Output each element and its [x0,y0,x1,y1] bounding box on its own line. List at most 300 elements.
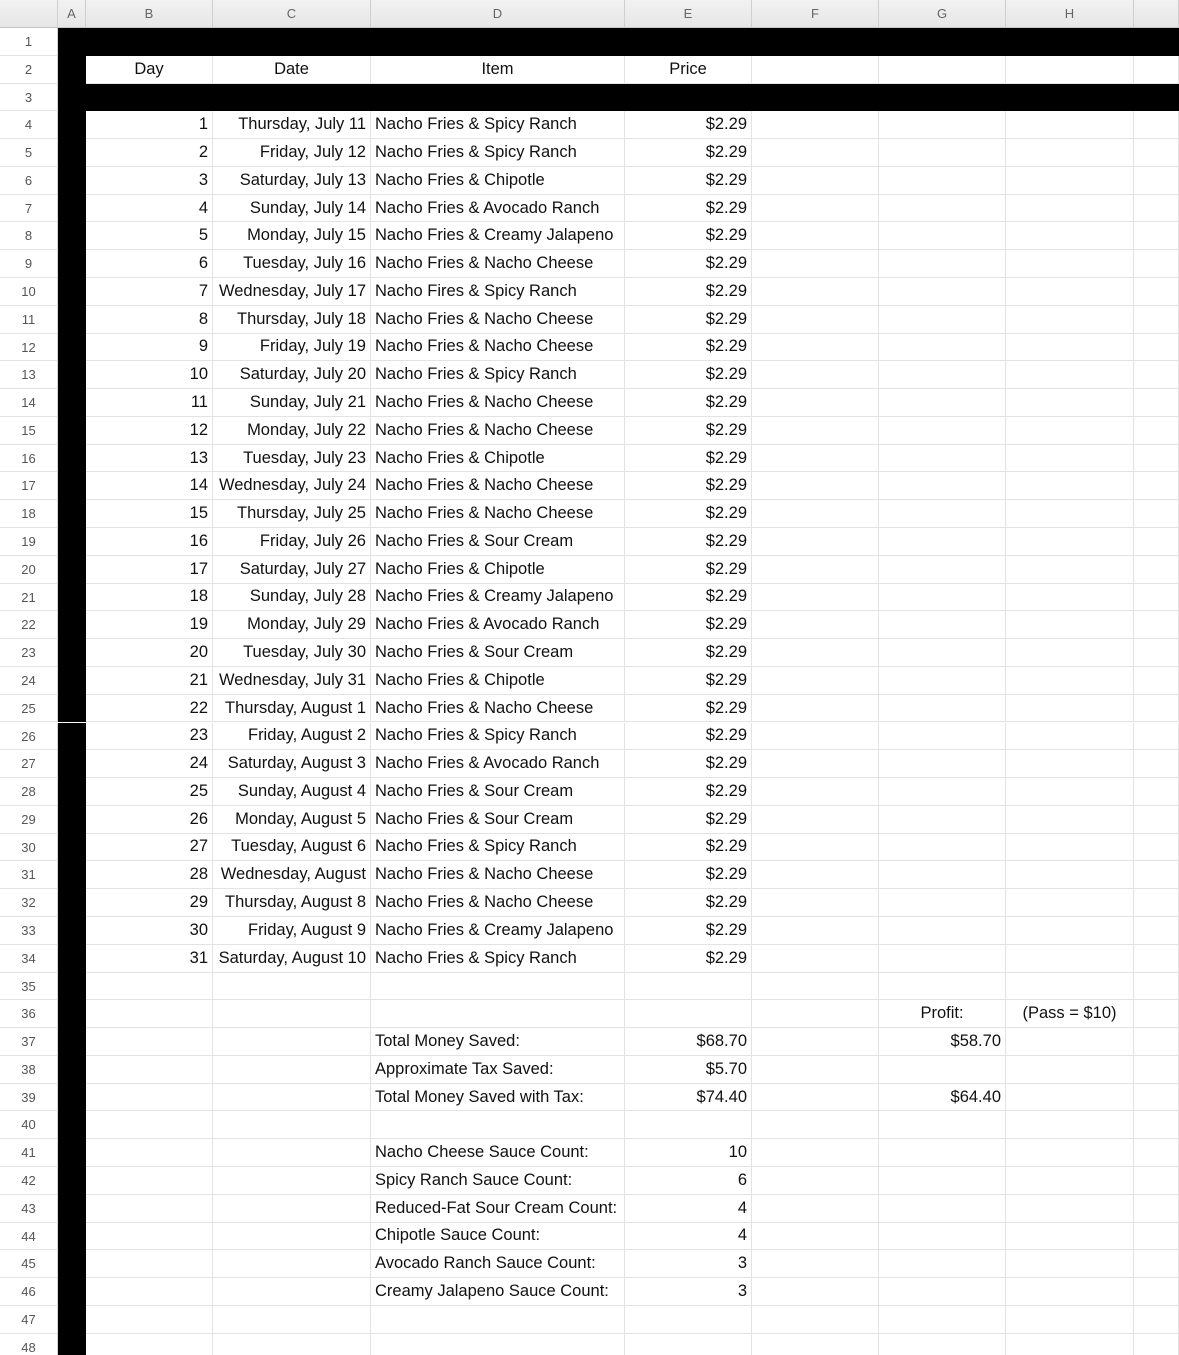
empty-cell[interactable] [1006,528,1134,556]
header-bar-cell[interactable] [213,84,371,112]
empty-cell[interactable] [879,167,1006,195]
item-cell[interactable]: Nacho Fries & Avocado Ranch [371,750,625,778]
date-cell[interactable]: Friday, August 9 [213,917,371,945]
row-header[interactable]: 41 [0,1139,58,1167]
column-header-a[interactable]: A [58,0,86,28]
empty-cell[interactable] [752,1167,879,1195]
column-header-f[interactable]: F [752,0,879,28]
empty-cell[interactable] [625,1000,752,1028]
sauce-count-value[interactable]: 4 [625,1195,752,1223]
item-cell[interactable]: Nacho Fries & Nacho Cheese [371,250,625,278]
row-header[interactable]: 22 [0,611,58,639]
empty-cell[interactable] [1006,1084,1134,1112]
row-header[interactable]: 16 [0,445,58,473]
empty-cell[interactable] [752,584,879,612]
empty-cell[interactable] [1006,973,1134,1001]
row-header[interactable]: 29 [0,806,58,834]
empty-cell[interactable] [86,1223,213,1251]
empty-cell[interactable] [86,1334,213,1355]
column-a-divider-cell[interactable] [58,917,86,945]
empty-cell[interactable] [1006,806,1134,834]
empty-cell[interactable] [752,250,879,278]
column-a-divider-cell[interactable] [58,472,86,500]
column-a-divider-cell[interactable] [58,611,86,639]
item-cell[interactable]: Nacho Fries & Nacho Cheese [371,389,625,417]
empty-cell[interactable] [1006,1167,1134,1195]
column-a-divider-cell[interactable] [58,973,86,1001]
empty-cell[interactable] [1006,500,1134,528]
price-cell[interactable]: $2.29 [625,361,752,389]
day-cell[interactable]: 8 [86,306,213,334]
header-bar-cell[interactable] [1006,28,1134,56]
column-a-divider-cell[interactable] [58,84,86,112]
empty-cell[interactable] [86,1139,213,1167]
empty-cell[interactable] [1006,1139,1134,1167]
row-header[interactable]: 42 [0,1167,58,1195]
empty-cell[interactable] [879,778,1006,806]
empty-cell[interactable] [879,1139,1006,1167]
empty-cell[interactable] [879,195,1006,223]
row-header[interactable]: 44 [0,1223,58,1251]
empty-cell[interactable] [879,500,1006,528]
empty-cell[interactable] [752,1000,879,1028]
select-all-corner[interactable] [0,0,58,28]
item-cell[interactable]: Nacho Fries & Chipotle [371,167,625,195]
empty-cell[interactable] [879,1306,1006,1334]
date-cell[interactable]: Saturday, July 27 [213,556,371,584]
row-header[interactable]: 27 [0,750,58,778]
item-cell[interactable]: Nacho Fries & Creamy Jalapeno [371,584,625,612]
empty-cell[interactable] [1134,1111,1179,1139]
empty-cell[interactable] [1006,361,1134,389]
day-cell[interactable]: 24 [86,750,213,778]
summary-label[interactable]: Approximate Tax Saved: [371,1056,625,1084]
header-bar-cell[interactable] [879,84,1006,112]
column-a-divider-cell[interactable] [58,278,86,306]
header-bar-cell[interactable] [1134,84,1179,112]
empty-cell[interactable] [371,1111,625,1139]
column-a-divider-cell[interactable] [58,1223,86,1251]
column-a-divider-cell[interactable] [58,945,86,973]
pass-note[interactable]: (Pass = $10) [1006,1000,1134,1028]
date-cell[interactable]: Tuesday, July 16 [213,250,371,278]
summary-label[interactable]: Total Money Saved with Tax: [371,1084,625,1112]
empty-cell[interactable] [1006,222,1134,250]
empty-cell[interactable] [1134,139,1179,167]
item-cell[interactable]: Nacho Fries & Spicy Ranch [371,111,625,139]
empty-cell[interactable] [1006,584,1134,612]
price-cell[interactable]: $2.29 [625,167,752,195]
empty-cell[interactable] [1134,917,1179,945]
header-item[interactable]: Item [371,56,625,84]
date-cell[interactable]: Thursday, July 25 [213,500,371,528]
column-a-divider-cell[interactable] [58,361,86,389]
empty-cell[interactable] [1006,945,1134,973]
row-header[interactable]: 45 [0,1250,58,1278]
empty-cell[interactable] [879,1334,1006,1355]
row-header[interactable]: 48 [0,1334,58,1355]
day-cell[interactable]: 3 [86,167,213,195]
day-cell[interactable]: 29 [86,889,213,917]
column-header-e[interactable]: E [625,0,752,28]
column-a-divider-cell[interactable] [58,1056,86,1084]
header-price[interactable]: Price [625,56,752,84]
empty-cell[interactable] [879,528,1006,556]
empty-cell[interactable] [752,445,879,473]
empty-cell[interactable] [1134,1306,1179,1334]
empty-cell[interactable] [879,806,1006,834]
empty-cell[interactable] [879,417,1006,445]
price-cell[interactable]: $2.29 [625,111,752,139]
header-date[interactable]: Date [213,56,371,84]
date-cell[interactable]: Tuesday, August 6 [213,834,371,862]
empty-cell[interactable] [752,667,879,695]
item-cell[interactable]: Nacho Fries & Nacho Cheese [371,334,625,362]
price-cell[interactable]: $2.29 [625,389,752,417]
sauce-count-value[interactable]: 4 [625,1223,752,1251]
header-bar-cell[interactable] [879,28,1006,56]
date-cell[interactable]: Sunday, August 4 [213,778,371,806]
column-a-divider-cell[interactable] [58,1250,86,1278]
day-cell[interactable]: 17 [86,556,213,584]
empty-cell[interactable] [213,1250,371,1278]
column-a-divider-cell[interactable] [58,1084,86,1112]
header-bar-cell[interactable] [752,28,879,56]
row-header[interactable]: 21 [0,584,58,612]
column-a-divider-cell[interactable] [58,806,86,834]
column-a-divider-cell[interactable] [58,445,86,473]
date-cell[interactable]: Saturday, July 20 [213,361,371,389]
empty-cell[interactable] [1134,222,1179,250]
item-cell[interactable]: Nacho Fries & Chipotle [371,667,625,695]
column-header-g[interactable]: G [879,0,1006,28]
empty-cell[interactable] [1134,361,1179,389]
empty-cell[interactable] [213,1111,371,1139]
empty-cell[interactable] [86,1084,213,1112]
date-cell[interactable]: Thursday, July 11 [213,111,371,139]
day-cell[interactable]: 2 [86,139,213,167]
date-cell[interactable]: Sunday, July 14 [213,195,371,223]
column-a-divider-cell[interactable] [58,195,86,223]
empty-cell[interactable] [752,167,879,195]
sauce-count-value[interactable]: 3 [625,1278,752,1306]
empty-cell[interactable] [1134,639,1179,667]
price-cell[interactable]: $2.29 [625,695,752,723]
empty-cell[interactable] [752,472,879,500]
price-cell[interactable]: $2.29 [625,250,752,278]
empty-cell[interactable] [879,973,1006,1001]
empty-cell[interactable] [752,861,879,889]
empty-cell[interactable] [879,723,1006,751]
row-header[interactable]: 26 [0,723,58,751]
row-header[interactable]: 11 [0,306,58,334]
price-cell[interactable]: $2.29 [625,750,752,778]
empty-cell[interactable] [1006,834,1134,862]
item-cell[interactable]: Nacho Fires & Spicy Ranch [371,278,625,306]
summary-value[interactable]: $68.70 [625,1028,752,1056]
empty-cell[interactable] [879,750,1006,778]
price-cell[interactable]: $2.29 [625,306,752,334]
empty-cell[interactable] [1134,861,1179,889]
day-cell[interactable]: 26 [86,806,213,834]
empty-cell[interactable] [1006,56,1134,84]
price-cell[interactable]: $2.29 [625,222,752,250]
day-cell[interactable]: 9 [86,334,213,362]
empty-cell[interactable] [752,695,879,723]
date-cell[interactable]: Saturday, July 13 [213,167,371,195]
row-header[interactable]: 2 [0,56,58,84]
column-a-divider-cell[interactable] [58,556,86,584]
empty-cell[interactable] [213,973,371,1001]
empty-cell[interactable] [1006,723,1134,751]
column-a-divider-cell[interactable] [58,1278,86,1306]
price-cell[interactable]: $2.29 [625,472,752,500]
day-cell[interactable]: 5 [86,222,213,250]
day-cell[interactable]: 10 [86,361,213,389]
column-a-divider-cell[interactable] [58,667,86,695]
row-header[interactable]: 43 [0,1195,58,1223]
empty-cell[interactable] [1134,306,1179,334]
column-header-b[interactable]: B [86,0,213,28]
date-cell[interactable]: Tuesday, July 23 [213,445,371,473]
empty-cell[interactable] [1006,556,1134,584]
empty-cell[interactable] [1006,889,1134,917]
day-cell[interactable]: 1 [86,111,213,139]
empty-cell[interactable] [86,1028,213,1056]
header-bar-cell[interactable] [1134,28,1179,56]
column-a-divider-cell[interactable] [58,723,86,751]
empty-cell[interactable] [1006,195,1134,223]
day-cell[interactable]: 28 [86,861,213,889]
row-header[interactable]: 39 [0,1084,58,1112]
column-header-d[interactable]: D [371,0,625,28]
day-cell[interactable]: 11 [86,389,213,417]
empty-cell[interactable] [1006,111,1134,139]
day-cell[interactable]: 4 [86,195,213,223]
empty-cell[interactable] [1134,278,1179,306]
summary-label[interactable]: Total Money Saved: [371,1028,625,1056]
empty-cell[interactable] [1134,1167,1179,1195]
empty-cell[interactable] [752,750,879,778]
item-cell[interactable]: Nacho Fries & Chipotle [371,556,625,584]
price-cell[interactable]: $2.29 [625,778,752,806]
empty-cell[interactable] [752,611,879,639]
empty-cell[interactable] [879,389,1006,417]
column-a-divider-cell[interactable] [58,889,86,917]
empty-cell[interactable] [86,1195,213,1223]
date-cell[interactable]: Friday, July 12 [213,139,371,167]
empty-cell[interactable] [1134,1278,1179,1306]
row-header[interactable]: 4 [0,111,58,139]
empty-cell[interactable] [879,250,1006,278]
price-cell[interactable]: $2.29 [625,834,752,862]
empty-cell[interactable] [213,1084,371,1112]
empty-cell[interactable] [1134,611,1179,639]
row-header[interactable]: 23 [0,639,58,667]
item-cell[interactable]: Nacho Fries & Spicy Ranch [371,834,625,862]
empty-cell[interactable] [1006,778,1134,806]
empty-cell[interactable] [1006,1223,1134,1251]
empty-cell[interactable] [1134,56,1179,84]
item-cell[interactable]: Nacho Fries & Nacho Cheese [371,861,625,889]
row-header[interactable]: 36 [0,1000,58,1028]
empty-cell[interactable] [1134,1084,1179,1112]
column-a-divider-cell[interactable] [58,1167,86,1195]
sauce-count-value[interactable]: 6 [625,1167,752,1195]
row-header[interactable]: 47 [0,1306,58,1334]
price-cell[interactable]: $2.29 [625,334,752,362]
empty-cell[interactable] [1134,945,1179,973]
empty-cell[interactable] [879,1250,1006,1278]
column-header-i[interactable] [1134,0,1179,28]
empty-cell[interactable] [1006,139,1134,167]
empty-cell[interactable] [879,472,1006,500]
row-header[interactable]: 14 [0,389,58,417]
empty-cell[interactable] [879,1223,1006,1251]
date-cell[interactable]: Wednesday, July 31 [213,667,371,695]
empty-cell[interactable] [1134,195,1179,223]
row-header[interactable]: 18 [0,500,58,528]
empty-cell[interactable] [752,889,879,917]
empty-cell[interactable] [752,806,879,834]
date-cell[interactable]: Sunday, July 28 [213,584,371,612]
empty-cell[interactable] [1134,806,1179,834]
column-a-divider-cell[interactable] [58,56,86,84]
empty-cell[interactable] [752,361,879,389]
empty-cell[interactable] [1134,723,1179,751]
day-cell[interactable]: 21 [86,667,213,695]
date-cell[interactable]: Thursday, July 18 [213,306,371,334]
empty-cell[interactable] [752,417,879,445]
empty-cell[interactable] [1134,1000,1179,1028]
item-cell[interactable]: Nacho Fries & Spicy Ranch [371,945,625,973]
item-cell[interactable]: Nacho Fries & Chipotle [371,445,625,473]
empty-cell[interactable] [86,1278,213,1306]
empty-cell[interactable] [371,973,625,1001]
empty-cell[interactable] [1134,500,1179,528]
item-cell[interactable]: Nacho Fries & Nacho Cheese [371,306,625,334]
empty-cell[interactable] [752,1250,879,1278]
date-cell[interactable]: Thursday, August 8 [213,889,371,917]
date-cell[interactable]: Wednesday, July 24 [213,472,371,500]
item-cell[interactable]: Nacho Fries & Creamy Jalapeno [371,917,625,945]
header-day[interactable]: Day [86,56,213,84]
price-cell[interactable]: $2.29 [625,556,752,584]
row-header[interactable]: 24 [0,667,58,695]
empty-cell[interactable] [879,611,1006,639]
empty-cell[interactable] [752,778,879,806]
empty-cell[interactable] [752,222,879,250]
column-header-h[interactable]: H [1006,0,1134,28]
date-cell[interactable]: Saturday, August 10 [213,945,371,973]
day-cell[interactable]: 16 [86,528,213,556]
day-cell[interactable]: 23 [86,723,213,751]
empty-cell[interactable] [1134,1195,1179,1223]
day-cell[interactable]: 7 [86,278,213,306]
item-cell[interactable]: Nacho Fries & Creamy Jalapeno [371,222,625,250]
empty-cell[interactable] [625,1334,752,1355]
empty-cell[interactable] [752,500,879,528]
empty-cell[interactable] [1006,917,1134,945]
empty-cell[interactable] [752,389,879,417]
sauce-count-label[interactable]: Avocado Ranch Sauce Count: [371,1250,625,1278]
empty-cell[interactable] [752,1056,879,1084]
column-a-divider-cell[interactable] [58,778,86,806]
empty-cell[interactable] [1134,778,1179,806]
row-header[interactable]: 12 [0,334,58,362]
item-cell[interactable]: Nacho Fries & Nacho Cheese [371,472,625,500]
empty-cell[interactable] [625,973,752,1001]
empty-cell[interactable] [879,945,1006,973]
column-a-divider-cell[interactable] [58,834,86,862]
row-header[interactable]: 40 [0,1111,58,1139]
empty-cell[interactable] [752,639,879,667]
empty-cell[interactable] [1006,278,1134,306]
empty-cell[interactable] [1006,472,1134,500]
empty-cell[interactable] [1134,1139,1179,1167]
row-header[interactable]: 15 [0,417,58,445]
empty-cell[interactable] [879,1195,1006,1223]
date-cell[interactable]: Monday, July 15 [213,222,371,250]
row-header[interactable]: 19 [0,528,58,556]
row-header[interactable]: 5 [0,139,58,167]
profit-label[interactable]: Profit: [879,1000,1006,1028]
empty-cell[interactable] [1134,695,1179,723]
column-a-divider-cell[interactable] [58,1111,86,1139]
empty-cell[interactable] [879,361,1006,389]
empty-cell[interactable] [879,445,1006,473]
header-bar-cell[interactable] [371,84,625,112]
empty-cell[interactable] [752,111,879,139]
row-header[interactable]: 7 [0,195,58,223]
row-header[interactable]: 17 [0,472,58,500]
item-cell[interactable]: Nacho Fries & Nacho Cheese [371,695,625,723]
empty-cell[interactable] [1134,556,1179,584]
profit-with-tax-value[interactable]: $64.40 [879,1084,1006,1112]
date-cell[interactable]: Thursday, August 1 [213,695,371,723]
header-bar-cell[interactable] [1006,84,1134,112]
empty-cell[interactable] [752,834,879,862]
price-cell[interactable]: $2.29 [625,861,752,889]
price-cell[interactable]: $2.29 [625,723,752,751]
empty-cell[interactable] [625,1111,752,1139]
item-cell[interactable]: Nacho Fries & Nacho Cheese [371,889,625,917]
row-header[interactable]: 37 [0,1028,58,1056]
empty-cell[interactable] [1134,472,1179,500]
row-header[interactable]: 31 [0,861,58,889]
date-cell[interactable]: Saturday, August 3 [213,750,371,778]
day-cell[interactable]: 25 [86,778,213,806]
sauce-count-label[interactable]: Chipotle Sauce Count: [371,1223,625,1251]
price-cell[interactable]: $2.29 [625,889,752,917]
empty-cell[interactable] [1134,1028,1179,1056]
date-cell[interactable]: Monday, July 29 [213,611,371,639]
sauce-count-value[interactable]: 10 [625,1139,752,1167]
row-header[interactable]: 10 [0,278,58,306]
empty-cell[interactable] [213,1000,371,1028]
empty-cell[interactable] [1134,528,1179,556]
price-cell[interactable]: $2.29 [625,917,752,945]
empty-cell[interactable] [1006,750,1134,778]
column-a-divider-cell[interactable] [58,139,86,167]
price-cell[interactable]: $2.29 [625,584,752,612]
item-cell[interactable]: Nacho Fries & Sour Cream [371,806,625,834]
column-a-divider-cell[interactable] [58,639,86,667]
empty-cell[interactable] [213,1056,371,1084]
empty-cell[interactable] [879,1167,1006,1195]
empty-cell[interactable] [879,834,1006,862]
empty-cell[interactable] [1006,1250,1134,1278]
